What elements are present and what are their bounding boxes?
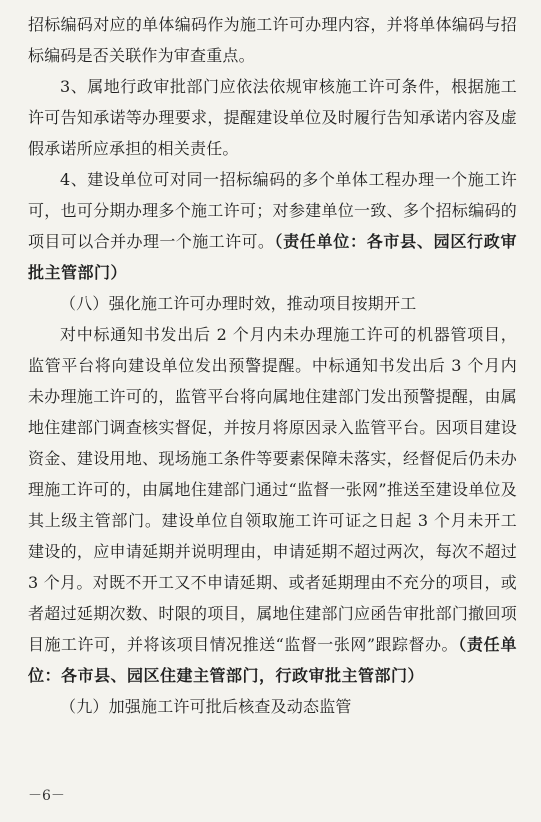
document-body [28,9,517,722]
page-number: －6－ [28,788,65,804]
responsibility-note-2: （责任单位：各市县、园区住建主管部门，行政审批主管部门） [28,635,517,685]
section-heading-9: （九）加强施工许可批后核查及动态监管 [60,697,352,716]
paragraph-continuation: 招标编码对应的单体编码作为施工许可办理内容，并将单体编码与招标编码是否关联作为审查重点。 [28,15,517,65]
section-heading-8: （八）强化施工许可办理时效，推动项目按期开工 [60,294,417,313]
paragraph-section-8-body [28,319,517,691]
paragraph-section-8-text: 对中标通知书发出后 2 个月内未办理施工许可的机器管项目，监管平台将向建设单位发出预警提醒。中标通知书发出后 3 个月内未办理施工许可的，监管平台将向属地住建部门发出预警提醒，由属地住建部门调查核实督促，并按月将原因录入监管平台。因项目建设资金、建设用地、现场施工条件等要素保障未落实，经督促后仍未办理施工许可的，由属地住建部门通过“监督一张网”推送至建设单位及其上级主管部门。建设单位自领取施工许可证之日起 3 个月未开工建设的，应申请延期并说明理由，申请延期不超过两次，每次不超过 3 个月。对既不开工又不申请延期、或者延期理由不充分的项目，或者超过延期次数、时限的项目，属地住建部门应函告审批部门撤回项目施工许可，并将该项目情况推送“监督一张网”跟踪督办。 [28,325,517,654]
paragraph-item-4-text: 4、建设单位可对同一招标编码的多个单体工程办理一个施工许可，也可分期办理多个施工许可；对参建单位一致、多个招标编码的项目可以合并办理一个施工许可。 [28,170,517,251]
responsibility-note-1: （责任单位：各市县、园区行政审批主管部门） [28,232,517,282]
paragraph-item-4 [28,164,517,288]
paragraph-item-3: 3、属地行政审批部门应依法依规审核施工许可条件，根据施工许可告知承诺等办理要求，提醒建设单位及时履行告知承诺内容及虚假承诺所应承担的相关责任。 [28,77,517,158]
